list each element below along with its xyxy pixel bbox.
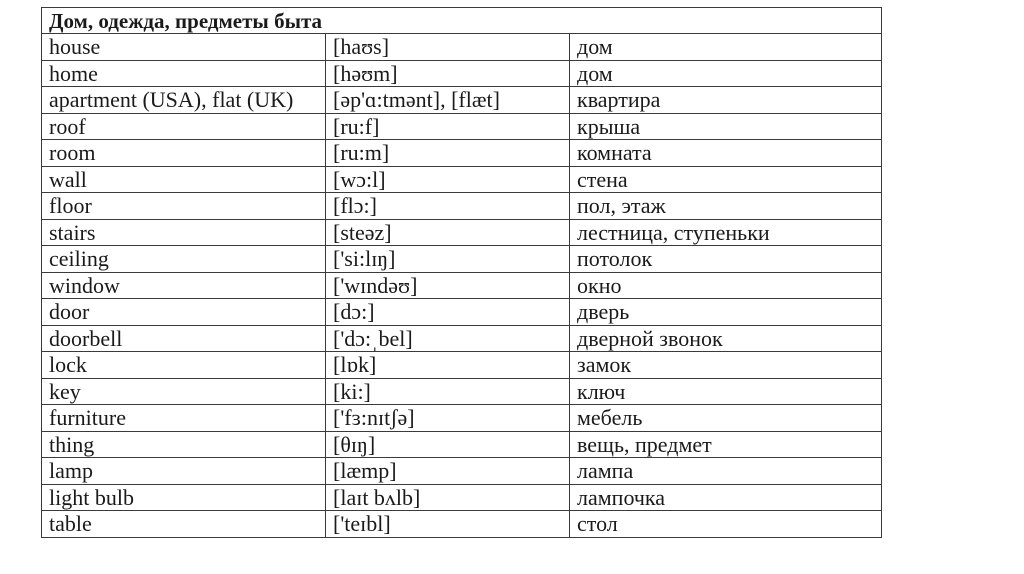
transcription-cell: [ru:m] — [326, 140, 570, 167]
table-row — [42, 193, 882, 220]
transcription-cell: [wɔ:l] — [326, 166, 570, 193]
word-cell: thing — [42, 431, 326, 458]
table-row — [42, 140, 882, 167]
table-row — [42, 87, 882, 114]
transcription-cell: [læmp] — [326, 458, 570, 485]
word-cell: door — [42, 299, 326, 326]
word-cell: doorbell — [42, 325, 326, 352]
table-row — [42, 458, 882, 485]
transcription-cell: [ki:] — [326, 378, 570, 405]
word-cell: room — [42, 140, 326, 167]
transcription-cell: [haʊs] — [326, 34, 570, 61]
word-cell: wall — [42, 166, 326, 193]
table-row — [42, 405, 882, 432]
word-cell: home — [42, 60, 326, 87]
transcription-cell: [laɪt bʌlb] — [326, 484, 570, 511]
translation-cell: комната — [570, 140, 882, 167]
word-cell: ceiling — [42, 246, 326, 273]
transcription-cell: [ru:f] — [326, 113, 570, 140]
translation-cell: дом — [570, 60, 882, 87]
word-cell: furniture — [42, 405, 326, 432]
table-row — [42, 219, 882, 246]
table-row — [42, 272, 882, 299]
transcription-cell: ['dɔ:ˌbel] — [326, 325, 570, 352]
table-title: Дом, одежда, предметы быта — [42, 8, 882, 34]
translation-cell: квартира — [570, 87, 882, 114]
word-cell: roof — [42, 113, 326, 140]
translation-cell: мебель — [570, 405, 882, 432]
word-cell: house — [42, 34, 326, 61]
transcription-cell: [əp'ɑ:tmənt], [flæt] — [326, 87, 570, 114]
table-row — [42, 34, 882, 61]
transcription-cell: [həʊm] — [326, 60, 570, 87]
translation-cell: дверь — [570, 299, 882, 326]
table-row — [42, 511, 882, 538]
table-row — [42, 60, 882, 87]
word-cell: floor — [42, 193, 326, 220]
table-row — [42, 325, 882, 352]
transcription-cell: ['teɪbl] — [326, 511, 570, 538]
table-row — [42, 166, 882, 193]
word-cell: apartment (USA), flat (UK) — [42, 87, 326, 114]
word-cell: light bulb — [42, 484, 326, 511]
translation-cell: вещь, предмет — [570, 431, 882, 458]
translation-cell: пол, этаж — [570, 193, 882, 220]
transcription-cell: [flɔ:] — [326, 193, 570, 220]
translation-cell: дверной звонок — [570, 325, 882, 352]
table-title-row — [42, 8, 882, 34]
word-cell: lock — [42, 352, 326, 379]
table-row — [42, 246, 882, 273]
table-row — [42, 113, 882, 140]
table-row — [42, 378, 882, 405]
table-row — [42, 484, 882, 511]
translation-cell: потолок — [570, 246, 882, 273]
transcription-cell: ['fɜ:nɪtʃə] — [326, 405, 570, 432]
word-cell: key — [42, 378, 326, 405]
translation-cell: стол — [570, 511, 882, 538]
translation-cell: лампа — [570, 458, 882, 485]
word-cell: lamp — [42, 458, 326, 485]
word-cell: stairs — [42, 219, 326, 246]
vocabulary-table — [41, 7, 882, 538]
translation-cell: окно — [570, 272, 882, 299]
table-row — [42, 352, 882, 379]
transcription-cell: [steəz] — [326, 219, 570, 246]
translation-cell: лестница, ступеньки — [570, 219, 882, 246]
word-cell: window — [42, 272, 326, 299]
word-cell: table — [42, 511, 326, 538]
translation-cell: крыша — [570, 113, 882, 140]
table-row — [42, 431, 882, 458]
translation-cell: дом — [570, 34, 882, 61]
translation-cell: лампочка — [570, 484, 882, 511]
translation-cell: стена — [570, 166, 882, 193]
transcription-cell: ['wɪndəʊ] — [326, 272, 570, 299]
transcription-cell: ['si:lɪŋ] — [326, 246, 570, 273]
translation-cell: замок — [570, 352, 882, 379]
transcription-cell: [lɒk] — [326, 352, 570, 379]
transcription-cell: [θɪŋ] — [326, 431, 570, 458]
vocabulary-table-body — [42, 8, 882, 538]
transcription-cell: [dɔ:] — [326, 299, 570, 326]
table-row — [42, 299, 882, 326]
translation-cell: ключ — [570, 378, 882, 405]
